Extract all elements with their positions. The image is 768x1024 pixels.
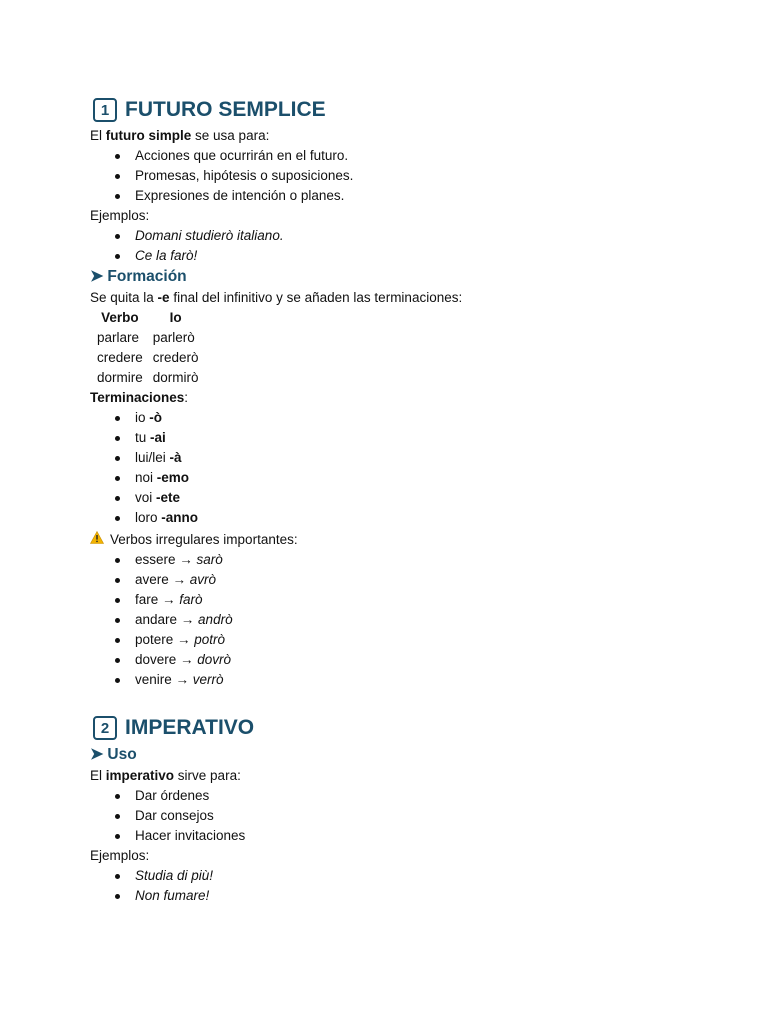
verb: andare → [135,612,199,627]
table-row [92,368,204,388]
examples-list [90,866,710,906]
ending: -à [169,450,182,465]
table-row [92,348,204,368]
list-item [135,428,710,448]
table-cell: parlare [97,330,140,345]
intro-text: El [90,768,106,783]
intro-text: El [90,128,106,143]
form: sarò [196,552,223,567]
form: andrò [198,612,233,627]
pronoun: tu [135,430,151,445]
table-cell: dormirò [152,370,199,385]
use-heading [90,744,710,766]
examples-label: Ejemplos: [90,208,150,223]
table-row [92,328,204,348]
formation-title: Formación [107,268,187,285]
section2-intro [90,766,710,786]
endings-label-line [90,388,710,408]
ending: -anno [161,510,199,525]
pronoun: voi [135,490,157,505]
arrow-right-icon: ➤ [90,746,104,763]
ending: -emo [156,470,190,485]
ending: -ò [149,410,163,425]
formation-text-part: Se quita la [90,290,158,305]
section1-intro [90,126,710,146]
table-header-row [92,308,204,328]
table-cell: parlerò [152,330,195,345]
list-item: Non fumare! [135,886,710,906]
table-cell: dormire [97,370,143,385]
form: potrò [194,632,226,647]
list-item [135,468,710,488]
uses-list [90,786,710,846]
list-item [135,448,710,468]
form: verrò [192,672,224,687]
list-item [135,670,710,690]
section2-title: IMPERATIVO [125,716,255,739]
list-item [135,570,710,590]
pronoun: lui/lei [135,450,170,465]
verb: fare → [135,592,180,607]
list-item [135,610,710,630]
verb: venire → [135,672,193,687]
use-title: Uso [107,746,137,763]
formation-heading [90,266,710,288]
intro-text: se usa para: [191,128,270,143]
section1-title: FUTURO SEMPLICE [125,98,326,121]
ending: -ai [150,430,166,445]
list-item [135,650,710,670]
irregulars-list [90,550,710,690]
pronoun: io [135,410,150,425]
pronoun: noi [135,470,157,485]
section2-heading [90,712,710,744]
table-cell: crederò [152,350,199,365]
keycap-one-icon: 1 [93,98,117,122]
form: dovrò [197,652,232,667]
arrow-right-icon: ➤ [90,268,104,285]
formation-text-bold: -e [157,290,170,305]
section1-heading [90,94,710,126]
list-item: Acciones que ocurrirán en el futuro. [135,146,710,166]
formation-text [90,288,710,308]
form: farò [179,592,203,607]
list-item: Dar órdenes [135,786,710,806]
formation-text-part: final del infinitivo y se añaden las terminaciones: [169,290,463,305]
list-item: Hacer invitaciones [135,826,710,846]
verb: dovere → [135,652,198,667]
endings-label: Terminaciones [90,390,185,405]
list-item: Promesas, hipótesis o suposiciones. [135,166,710,186]
list-item: Dar consejos [135,806,710,826]
section2 [90,712,710,906]
list-item [135,508,710,528]
intro-bold: imperativo [105,768,175,783]
irregular-label: Verbos irregulares importantes: [110,532,298,547]
uses-list [90,146,710,206]
examples-list [90,226,710,266]
table-cell: credere [97,350,143,365]
table-header: Io [169,310,182,325]
intro-bold: futuro simple [105,128,192,143]
form: avrò [189,572,217,587]
list-item: Expresiones de intención o planes. [135,186,710,206]
pronoun: loro [135,510,162,525]
verb: essere → [135,552,197,567]
intro-text: sirve para: [174,768,241,783]
ending: -ete [156,490,181,505]
list-item [135,630,710,650]
irregular-label-line [90,530,710,550]
document-content [90,94,710,906]
examples-label: Ejemplos: [90,848,150,863]
table-header: Verbo [101,310,139,325]
list-item [135,488,710,508]
verb: potere → [135,632,195,647]
list-item [135,550,710,570]
list-item: Domani studierò italiano. [135,226,710,246]
keycap-two-icon: 2 [93,716,117,740]
endings-colon: : [184,390,189,405]
endings-list [90,408,710,528]
conjugation-table [92,308,204,388]
list-item: Studia di più! [135,866,710,886]
list-item: Ce la farò! [135,246,710,266]
verb: avere → [135,572,190,587]
list-item [135,408,710,428]
warning-icon [90,530,105,550]
list-item [135,590,710,610]
